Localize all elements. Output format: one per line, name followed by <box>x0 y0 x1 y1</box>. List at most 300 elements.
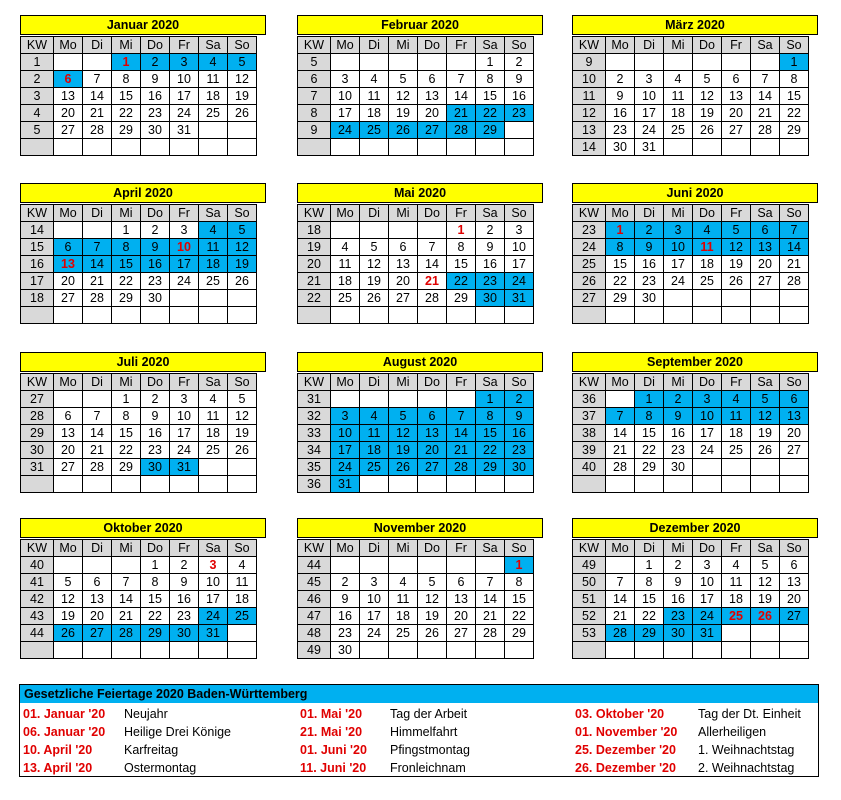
day-cell: 31 <box>634 138 664 156</box>
month-title: Juli 2020 <box>20 352 266 372</box>
holiday-panel-title: Gesetzliche Feiertage 2020 Baden-Württemberg <box>20 685 818 703</box>
holiday-day-cell: 21 <box>417 272 447 290</box>
weekday-header: Di <box>82 36 112 54</box>
day-cell: 15 <box>634 590 664 608</box>
kw-header: KW <box>20 204 54 222</box>
day-cell: 4 <box>721 556 751 574</box>
holiday-name: Karfreitag <box>124 743 179 757</box>
holiday-name: 1. Weihnachtstag <box>698 743 795 757</box>
day-cell: 9 <box>140 238 170 256</box>
day-cell: 6 <box>446 573 476 591</box>
day-cell <box>330 221 360 239</box>
holiday-day-cell: 3 <box>198 556 228 574</box>
day-cell <box>692 458 722 476</box>
holiday-day-cell: 1 <box>605 221 635 239</box>
day-cell: 13 <box>750 238 780 256</box>
day-cell: 9 <box>504 70 534 88</box>
day-cell: 27 <box>53 289 83 307</box>
holiday-name: Allerheiligen <box>698 725 767 739</box>
week-number <box>297 138 331 156</box>
day-cell: 23 <box>504 441 534 459</box>
holiday-date: 13. April '20 <box>23 761 93 775</box>
day-cell: 20 <box>721 104 751 122</box>
day-cell <box>169 289 199 307</box>
weekday-header: Fr <box>446 204 476 222</box>
week-number: 21 <box>297 272 331 290</box>
day-cell: 29 <box>634 624 664 642</box>
day-cell: 16 <box>475 255 505 273</box>
day-cell: 23 <box>140 272 170 290</box>
day-cell: 8 <box>446 238 476 256</box>
day-cell: 12 <box>227 407 257 425</box>
week-number: 6 <box>297 70 331 88</box>
weekday-header: Di <box>82 204 112 222</box>
holiday-day-cell: 6 <box>53 70 83 88</box>
weekday-header: Fr <box>169 539 199 557</box>
week-number: 50 <box>572 573 606 591</box>
kw-header: KW <box>572 373 606 391</box>
day-cell: 4 <box>692 221 722 239</box>
day-cell: 19 <box>53 607 83 625</box>
day-cell: 25 <box>692 272 722 290</box>
day-cell: 8 <box>779 70 809 88</box>
month-title: April 2020 <box>20 183 266 203</box>
day-cell <box>750 458 780 476</box>
weekday-header: So <box>779 204 809 222</box>
week-number: 52 <box>572 607 606 625</box>
day-cell: 5 <box>359 238 389 256</box>
month-1 <box>297 15 543 165</box>
day-cell: 13 <box>388 255 418 273</box>
day-cell: 29 <box>111 458 141 476</box>
week-number: 23 <box>572 221 606 239</box>
day-cell <box>605 475 635 493</box>
day-cell: 18 <box>227 590 257 608</box>
day-cell: 1 <box>475 53 505 71</box>
day-cell: 7 <box>475 573 505 591</box>
day-cell <box>140 138 170 156</box>
day-cell <box>721 289 751 307</box>
day-cell <box>359 475 389 493</box>
week-number: 30 <box>20 441 54 459</box>
day-cell: 4 <box>388 573 418 591</box>
day-cell: 14 <box>446 424 476 442</box>
weekday-header: So <box>779 373 809 391</box>
day-cell: 11 <box>359 424 389 442</box>
day-cell: 23 <box>504 104 534 122</box>
day-cell <box>388 390 418 408</box>
weekday-header: Mi <box>388 539 418 557</box>
day-cell <box>417 556 447 574</box>
day-cell: 11 <box>198 238 228 256</box>
day-cell: 2 <box>663 390 693 408</box>
day-cell: 7 <box>417 238 447 256</box>
weekday-header: Sa <box>198 373 228 391</box>
weekday-header: Mo <box>605 539 635 557</box>
day-cell <box>721 475 751 493</box>
day-cell: 21 <box>605 607 635 625</box>
weekday-header: Mi <box>111 204 141 222</box>
month-title: Februar 2020 <box>297 15 543 35</box>
day-cell <box>692 475 722 493</box>
day-cell <box>750 306 780 324</box>
day-cell: 5 <box>227 53 257 71</box>
day-cell: 8 <box>634 407 664 425</box>
day-cell: 12 <box>359 255 389 273</box>
day-cell: 6 <box>750 221 780 239</box>
day-cell: 15 <box>504 590 534 608</box>
weekday-header: Do <box>417 539 447 557</box>
day-cell: 21 <box>82 441 112 459</box>
weekday-header: Mo <box>53 539 83 557</box>
weekday-header: Fr <box>169 204 199 222</box>
week-number <box>20 641 54 659</box>
day-cell: 13 <box>417 87 447 105</box>
day-cell: 28 <box>446 458 476 476</box>
day-cell: 3 <box>169 390 199 408</box>
week-number: 1 <box>20 53 54 71</box>
day-cell: 10 <box>692 573 722 591</box>
day-cell <box>359 221 389 239</box>
weekday-header: Sa <box>750 373 780 391</box>
weekday-header: Mi <box>111 539 141 557</box>
day-cell <box>475 475 505 493</box>
day-cell: 9 <box>169 573 199 591</box>
day-cell: 30 <box>475 289 505 307</box>
day-cell: 25 <box>227 607 257 625</box>
day-cell <box>330 390 360 408</box>
day-cell: 13 <box>446 590 476 608</box>
holiday-date: 01. Mai '20 <box>300 707 363 721</box>
day-cell: 14 <box>779 238 809 256</box>
week-number: 34 <box>297 441 331 459</box>
day-cell: 2 <box>634 221 664 239</box>
day-cell <box>388 475 418 493</box>
weekday-header: Mi <box>663 539 693 557</box>
weekday-header: Fr <box>446 539 476 557</box>
day-cell: 21 <box>605 441 635 459</box>
week-number: 12 <box>572 104 606 122</box>
day-cell <box>605 390 635 408</box>
week-number: 31 <box>297 390 331 408</box>
day-cell: 6 <box>779 390 809 408</box>
kw-header: KW <box>572 204 606 222</box>
day-cell: 8 <box>111 238 141 256</box>
week-number: 22 <box>297 289 331 307</box>
day-cell: 17 <box>692 590 722 608</box>
day-cell: 16 <box>605 104 635 122</box>
day-cell: 7 <box>82 238 112 256</box>
holiday-name: Fronleichnam <box>390 761 466 775</box>
holiday-day-cell: 1 <box>111 53 141 71</box>
week-number: 4 <box>20 104 54 122</box>
day-cell: 25 <box>198 104 228 122</box>
day-cell <box>446 475 476 493</box>
day-cell <box>53 306 83 324</box>
holiday-date: 11. Juni '20 <box>300 761 367 775</box>
day-cell: 18 <box>721 424 751 442</box>
weekday-header: Sa <box>475 36 505 54</box>
day-cell: 26 <box>388 458 418 476</box>
day-cell: 15 <box>605 255 635 273</box>
weekday-header: So <box>504 204 534 222</box>
day-cell <box>446 306 476 324</box>
day-cell: 4 <box>330 238 360 256</box>
day-cell: 3 <box>692 390 722 408</box>
week-number: 47 <box>297 607 331 625</box>
day-cell <box>82 475 112 493</box>
day-cell <box>198 641 228 659</box>
day-cell <box>359 138 389 156</box>
day-cell: 3 <box>504 221 534 239</box>
day-cell: 29 <box>111 289 141 307</box>
day-cell: 15 <box>779 87 809 105</box>
day-cell: 21 <box>446 441 476 459</box>
day-cell <box>359 641 389 659</box>
day-cell <box>779 475 809 493</box>
day-cell: 29 <box>779 121 809 139</box>
week-number: 27 <box>572 289 606 307</box>
day-cell <box>82 556 112 574</box>
day-cell <box>446 641 476 659</box>
weekday-header: Mi <box>388 36 418 54</box>
day-cell: 20 <box>417 104 447 122</box>
day-cell <box>417 221 447 239</box>
day-cell: 2 <box>169 556 199 574</box>
day-cell: 27 <box>53 121 83 139</box>
day-cell: 12 <box>750 573 780 591</box>
day-cell: 26 <box>227 272 257 290</box>
day-cell: 8 <box>504 573 534 591</box>
weekday-header: Di <box>359 373 389 391</box>
day-cell <box>227 458 257 476</box>
day-cell: 2 <box>140 53 170 71</box>
day-cell <box>634 53 664 71</box>
day-cell: 4 <box>359 407 389 425</box>
day-cell <box>634 306 664 324</box>
week-number: 9 <box>572 53 606 71</box>
day-cell: 27 <box>779 607 809 625</box>
day-cell: 9 <box>140 70 170 88</box>
day-cell <box>779 458 809 476</box>
day-cell: 5 <box>227 221 257 239</box>
day-cell <box>82 390 112 408</box>
day-cell: 1 <box>140 556 170 574</box>
day-cell: 29 <box>475 121 505 139</box>
day-cell <box>82 53 112 71</box>
day-cell: 11 <box>721 407 751 425</box>
day-cell: 12 <box>53 590 83 608</box>
day-cell: 20 <box>779 590 809 608</box>
day-cell: 30 <box>169 624 199 642</box>
day-cell: 18 <box>330 272 360 290</box>
weekday-header: Di <box>82 373 112 391</box>
weekday-header: Do <box>140 373 170 391</box>
day-cell: 16 <box>140 255 170 273</box>
day-cell: 13 <box>779 407 809 425</box>
day-cell <box>169 306 199 324</box>
day-cell: 25 <box>198 441 228 459</box>
day-cell: 8 <box>475 407 505 425</box>
month-0 <box>20 15 266 165</box>
day-cell: 18 <box>359 104 389 122</box>
day-cell: 19 <box>692 104 722 122</box>
month-title: September 2020 <box>572 352 818 372</box>
day-cell <box>169 641 199 659</box>
day-cell: 25 <box>359 121 389 139</box>
day-cell: 4 <box>359 70 389 88</box>
day-cell <box>750 138 780 156</box>
day-cell: 9 <box>504 407 534 425</box>
day-cell: 29 <box>111 121 141 139</box>
weekday-header: So <box>504 539 534 557</box>
month-9 <box>20 518 266 668</box>
month-title: Mai 2020 <box>297 183 543 203</box>
day-cell <box>388 641 418 659</box>
day-cell: 20 <box>53 441 83 459</box>
day-cell: 24 <box>198 607 228 625</box>
day-cell: 15 <box>475 87 505 105</box>
day-cell: 25 <box>388 624 418 642</box>
day-cell <box>663 306 693 324</box>
week-number: 46 <box>297 590 331 608</box>
weekday-header: Do <box>417 204 447 222</box>
weekday-header: Mo <box>53 373 83 391</box>
day-cell <box>227 121 257 139</box>
day-cell: 22 <box>140 607 170 625</box>
day-cell: 28 <box>446 121 476 139</box>
day-cell: 22 <box>779 104 809 122</box>
day-cell: 3 <box>330 407 360 425</box>
day-cell <box>111 641 141 659</box>
day-cell <box>417 138 447 156</box>
day-cell: 4 <box>198 221 228 239</box>
day-cell <box>475 556 505 574</box>
day-cell <box>779 289 809 307</box>
day-cell <box>504 641 534 659</box>
week-number: 48 <box>297 624 331 642</box>
weekday-header: Mo <box>605 36 635 54</box>
day-cell: 20 <box>417 441 447 459</box>
day-cell <box>111 475 141 493</box>
day-cell: 10 <box>634 87 664 105</box>
day-cell <box>140 475 170 493</box>
day-cell: 20 <box>388 272 418 290</box>
day-cell: 28 <box>779 272 809 290</box>
month-2 <box>572 15 818 165</box>
holiday-date: 10. April '20 <box>23 743 93 757</box>
week-number: 38 <box>572 424 606 442</box>
day-cell <box>227 624 257 642</box>
day-cell: 21 <box>446 104 476 122</box>
weekday-header: Mi <box>663 373 693 391</box>
day-cell: 24 <box>330 458 360 476</box>
day-cell: 18 <box>198 87 228 105</box>
day-cell: 16 <box>663 590 693 608</box>
month-11 <box>572 518 818 668</box>
week-number: 29 <box>20 424 54 442</box>
day-cell: 10 <box>169 70 199 88</box>
day-cell: 4 <box>227 556 257 574</box>
weekday-header: Mi <box>388 373 418 391</box>
day-cell <box>227 138 257 156</box>
day-cell: 30 <box>140 121 170 139</box>
day-cell <box>721 306 751 324</box>
day-cell: 22 <box>446 272 476 290</box>
weekday-header: Do <box>140 36 170 54</box>
day-cell: 17 <box>634 104 664 122</box>
weekday-header: So <box>779 36 809 54</box>
weekday-header: So <box>227 204 257 222</box>
week-number: 2 <box>20 70 54 88</box>
weekday-header: So <box>504 373 534 391</box>
weekday-header: Mo <box>330 373 360 391</box>
weekday-header: Di <box>359 204 389 222</box>
day-cell: 20 <box>446 607 476 625</box>
week-number: 15 <box>20 238 54 256</box>
day-cell <box>198 138 228 156</box>
day-cell <box>446 556 476 574</box>
day-cell: 30 <box>140 289 170 307</box>
day-cell <box>750 641 780 659</box>
holiday-name: Neujahr <box>124 707 168 721</box>
weekday-header: Do <box>692 204 722 222</box>
month-6 <box>20 352 266 502</box>
day-cell: 19 <box>721 255 751 273</box>
holiday-name: Heilige Drei Könige <box>124 725 232 739</box>
day-cell: 17 <box>692 424 722 442</box>
day-cell: 24 <box>330 121 360 139</box>
weekday-header: Do <box>140 539 170 557</box>
holiday-day-cell: 1 <box>446 221 476 239</box>
day-cell <box>663 53 693 71</box>
day-cell: 28 <box>417 289 447 307</box>
holiday-name: Tag der Dt. Einheit <box>698 707 801 721</box>
day-cell: 9 <box>475 238 505 256</box>
day-cell: 12 <box>417 590 447 608</box>
weekday-header: Mi <box>663 204 693 222</box>
day-cell <box>417 641 447 659</box>
month-title: August 2020 <box>297 352 543 372</box>
day-cell: 30 <box>605 138 635 156</box>
day-cell: 27 <box>417 121 447 139</box>
day-cell: 27 <box>446 624 476 642</box>
day-cell: 10 <box>359 590 389 608</box>
day-cell: 18 <box>692 255 722 273</box>
week-number: 53 <box>572 624 606 642</box>
day-cell: 19 <box>227 255 257 273</box>
day-cell: 8 <box>475 70 505 88</box>
day-cell: 5 <box>227 390 257 408</box>
day-cell <box>634 475 664 493</box>
day-cell <box>475 641 505 659</box>
day-cell: 18 <box>198 424 228 442</box>
day-cell <box>227 475 257 493</box>
day-cell: 8 <box>605 238 635 256</box>
day-cell: 1 <box>634 390 664 408</box>
day-cell: 3 <box>330 70 360 88</box>
weekday-header: Fr <box>721 539 751 557</box>
day-cell: 13 <box>53 424 83 442</box>
day-cell: 24 <box>692 607 722 625</box>
day-cell: 21 <box>750 104 780 122</box>
day-cell: 7 <box>82 407 112 425</box>
week-number: 10 <box>572 70 606 88</box>
weekday-header: Sa <box>198 36 228 54</box>
day-cell: 10 <box>330 424 360 442</box>
day-cell: 15 <box>140 590 170 608</box>
holiday-day-cell: 26 <box>750 607 780 625</box>
